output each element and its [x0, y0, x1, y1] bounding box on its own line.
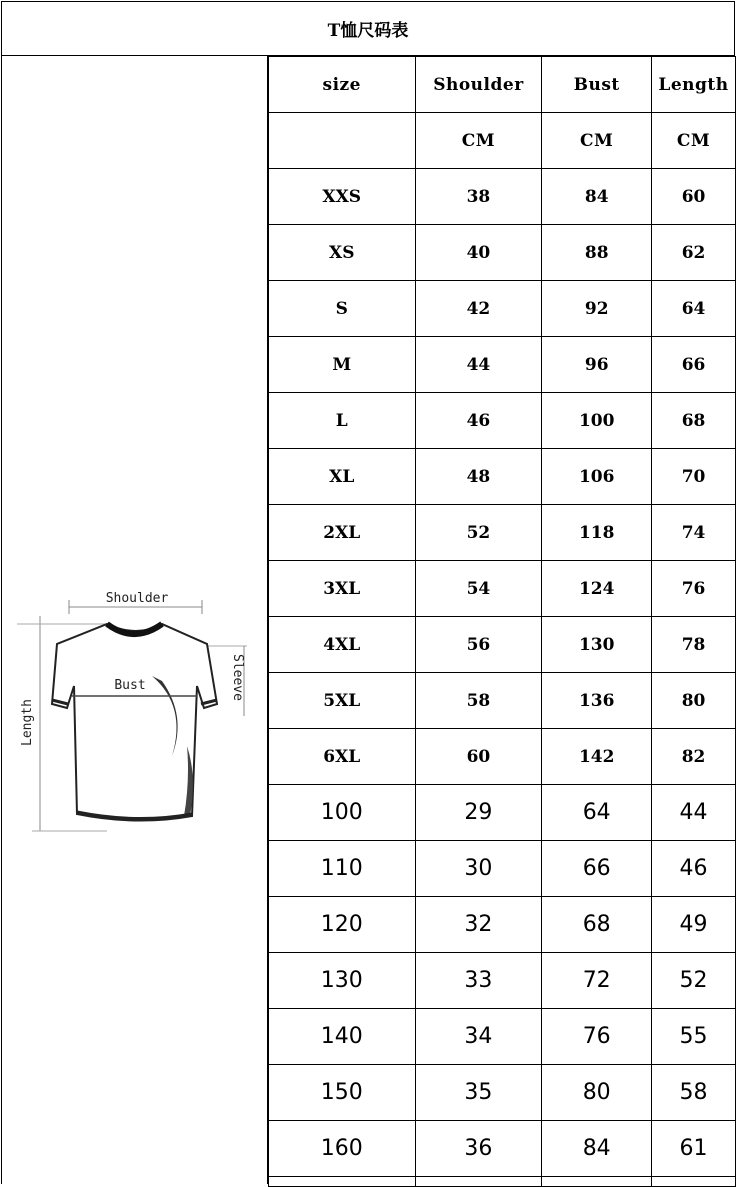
measurement-cell: 61: [652, 1121, 736, 1177]
measurement-cell: 84: [542, 169, 652, 225]
unit-cell: CM: [542, 113, 652, 169]
kid-size-row: [269, 1009, 736, 1065]
measurement-cell: 55: [652, 1009, 736, 1065]
units-row: [269, 113, 736, 169]
measurement-cell: 96: [542, 337, 652, 393]
empty-cell: [415, 1177, 542, 1187]
measurement-cell: 49: [652, 897, 736, 953]
size-cell: 140: [269, 1009, 416, 1065]
adult-size-row: [269, 393, 736, 449]
measurement-cell: 68: [542, 897, 652, 953]
measurement-cell: 30: [415, 841, 542, 897]
size-cell: XXS: [269, 169, 416, 225]
adult-size-row: [269, 729, 736, 785]
measurement-cell: 40: [415, 225, 542, 281]
measurement-cell: 106: [542, 449, 652, 505]
adult-size-row: [269, 225, 736, 281]
empty-cell: [542, 1177, 652, 1187]
measurement-cell: 35: [415, 1065, 542, 1121]
unit-cell: [269, 113, 416, 169]
measurement-cell: 32: [415, 897, 542, 953]
measurement-cell: 29: [415, 785, 542, 841]
measurement-cell: 46: [652, 841, 736, 897]
measurement-cell: 58: [652, 1065, 736, 1121]
measurement-cell: 76: [652, 561, 736, 617]
kid-size-row: [269, 1065, 736, 1121]
measurement-cell: 52: [652, 953, 736, 1009]
measurement-cell: 92: [542, 281, 652, 337]
measurement-cell: 60: [652, 169, 736, 225]
diagram-panel: [1, 56, 268, 1184]
measurement-cell: 36: [415, 1121, 542, 1177]
adult-size-row: [269, 561, 736, 617]
empty-cell: [652, 1177, 736, 1187]
measurement-cell: 52: [415, 505, 542, 561]
measurement-cell: 54: [415, 561, 542, 617]
measurement-cell: 34: [415, 1009, 542, 1065]
empty-cell: [269, 1177, 416, 1187]
bust-label: Bust: [114, 678, 146, 693]
measurement-cell: 136: [542, 673, 652, 729]
adult-size-row: [269, 617, 736, 673]
measurement-cell: 72: [542, 953, 652, 1009]
measurement-cell: 44: [415, 337, 542, 393]
adult-size-row: [269, 281, 736, 337]
header-cell: Bust: [542, 57, 652, 113]
size-cell: XL: [269, 449, 416, 505]
measurement-cell: 142: [542, 729, 652, 785]
measurement-cell: 70: [652, 449, 736, 505]
kid-size-row: [269, 841, 736, 897]
measurement-cell: 48: [415, 449, 542, 505]
chart-title: T恤尺码表: [1, 1, 735, 56]
kid-size-row: [269, 953, 736, 1009]
shoulder-label: Shoulder: [105, 591, 169, 606]
kid-size-row: [269, 1121, 736, 1177]
measurement-cell: 58: [415, 673, 542, 729]
sleeve-label: Sleeve: [230, 654, 245, 701]
size-cell: 130: [269, 953, 416, 1009]
size-cell: 4XL: [269, 617, 416, 673]
measurement-cell: 42: [415, 281, 542, 337]
header-row: [269, 57, 736, 113]
measurement-cell: 82: [652, 729, 736, 785]
unit-cell: CM: [415, 113, 542, 169]
unit-cell: CM: [652, 113, 736, 169]
size-cell: 100: [269, 785, 416, 841]
size-cell: 3XL: [269, 561, 416, 617]
size-cell: S: [269, 281, 416, 337]
partial-row: [269, 1177, 736, 1187]
measurement-cell: 78: [652, 617, 736, 673]
length-label: Length: [20, 699, 35, 746]
header-cell: Shoulder: [415, 57, 542, 113]
measurement-cell: 130: [542, 617, 652, 673]
measurement-cell: 84: [542, 1121, 652, 1177]
measurement-cell: 66: [542, 841, 652, 897]
measurement-cell: 68: [652, 393, 736, 449]
kid-size-row: [269, 785, 736, 841]
size-cell: 5XL: [269, 673, 416, 729]
measurement-cell: 64: [542, 785, 652, 841]
adult-size-row: [269, 449, 736, 505]
size-cell: 120: [269, 897, 416, 953]
measurement-cell: 118: [542, 505, 652, 561]
measurement-cell: 56: [415, 617, 542, 673]
tshirt-measurement-diagram: [12, 586, 262, 836]
measurement-cell: 33: [415, 953, 542, 1009]
size-cell: 150: [269, 1065, 416, 1121]
size-cell: 160: [269, 1121, 416, 1177]
measurement-cell: 76: [542, 1009, 652, 1065]
size-cell: XS: [269, 225, 416, 281]
adult-size-row: [269, 673, 736, 729]
measurement-cell: 100: [542, 393, 652, 449]
kid-size-row: [269, 897, 736, 953]
size-cell: 2XL: [269, 505, 416, 561]
measurement-cell: 44: [652, 785, 736, 841]
adult-size-row: [269, 505, 736, 561]
adult-size-row: [269, 337, 736, 393]
size-table: [268, 56, 736, 1187]
size-cell: L: [269, 393, 416, 449]
header-cell: Length: [652, 57, 736, 113]
measurement-cell: 60: [415, 729, 542, 785]
measurement-cell: 80: [542, 1065, 652, 1121]
size-cell: M: [269, 337, 416, 393]
measurement-cell: 38: [415, 169, 542, 225]
measurement-cell: 124: [542, 561, 652, 617]
measurement-cell: 62: [652, 225, 736, 281]
size-cell: 6XL: [269, 729, 416, 785]
header-cell: size: [269, 57, 416, 113]
adult-size-row: [269, 169, 736, 225]
measurement-cell: 46: [415, 393, 542, 449]
measurement-cell: 66: [652, 337, 736, 393]
size-cell: 110: [269, 841, 416, 897]
measurement-cell: 88: [542, 225, 652, 281]
measurement-cell: 80: [652, 673, 736, 729]
measurement-cell: 64: [652, 281, 736, 337]
measurement-cell: 74: [652, 505, 736, 561]
